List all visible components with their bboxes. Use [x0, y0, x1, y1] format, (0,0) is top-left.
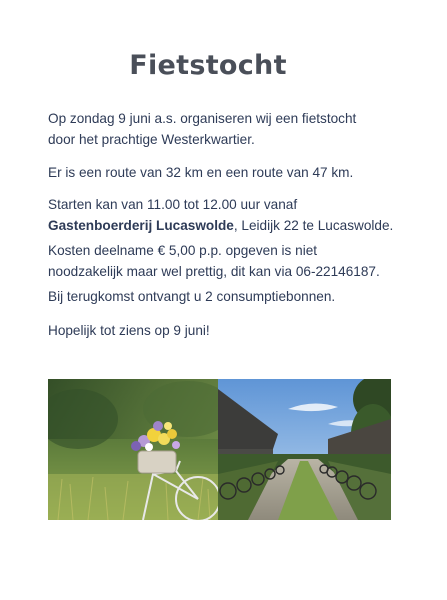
venue-name: Gastenboerderij Lucaswolde: [48, 218, 234, 233]
intro-line-2: door het prachtige Westerkwartier.: [48, 132, 255, 147]
paragraph-routes: Er is een route van 32 km en een route van 47 km.: [48, 165, 354, 180]
costs-line-2: noodzakelijk maar wel prettig, dit kan via 06-22146187.: [48, 264, 380, 279]
start-line-1: Starten kan van 11.00 tot 12.00 uur vanaf: [48, 197, 298, 212]
bicycle-flowers-photo: [48, 379, 218, 520]
photo-strip: [48, 379, 391, 520]
flyer-title: Fietstocht: [129, 50, 287, 81]
venue-address: , Leidijk 22 te Lucaswolde.: [233, 218, 394, 233]
costs-line-1: Kosten deelname € 5,00 p.p. opgeven is niet: [48, 243, 318, 258]
paragraph-closing: Hopelijk tot ziens op 9 juni!: [48, 323, 210, 338]
paragraph-intro: [48, 108, 428, 150]
intro-line-1: Op zondag 9 juni a.s. organiseren wij een fietstocht: [48, 111, 357, 126]
paragraph-start: [48, 194, 428, 236]
paragraph-costs: [48, 240, 428, 282]
paragraph-vouchers: Bij terugkomst ontvangt u 2 consumptiebonnen.: [48, 289, 336, 304]
bicycle-path-photo: [218, 379, 391, 520]
